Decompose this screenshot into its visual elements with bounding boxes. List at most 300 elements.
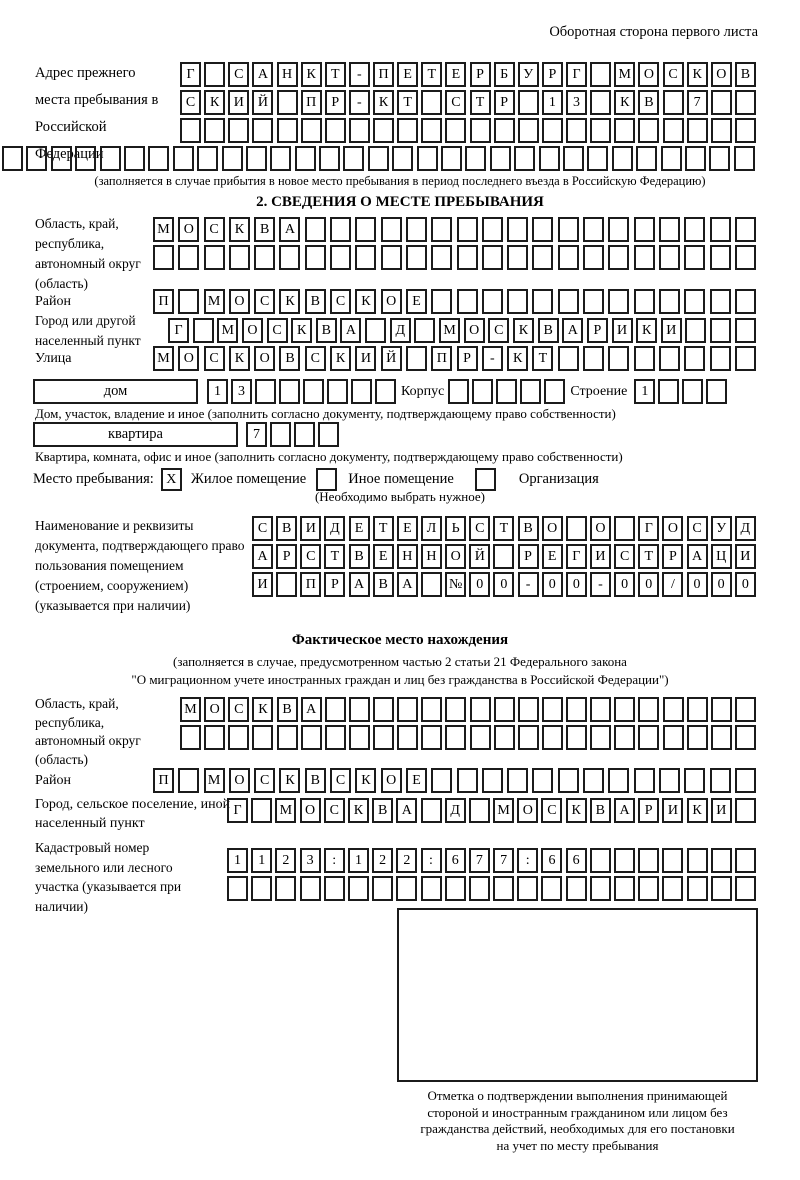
char-cell[interactable]	[397, 725, 418, 750]
char-cell[interactable]	[392, 146, 413, 171]
char-cell[interactable]	[348, 876, 369, 901]
char-cell[interactable]	[204, 245, 225, 270]
char-cell[interactable]	[406, 346, 427, 371]
char-cell[interactable]	[735, 798, 756, 823]
char-cell[interactable]	[532, 768, 553, 793]
char-cell[interactable]: Т	[470, 90, 491, 115]
char-cell[interactable]: О	[254, 346, 275, 371]
char-cell[interactable]: М	[204, 289, 225, 314]
char-cell[interactable]: С	[252, 516, 273, 541]
char-cell[interactable]	[252, 118, 273, 143]
char-cell[interactable]	[532, 217, 553, 242]
char-cell[interactable]: -	[349, 90, 370, 115]
char-cell[interactable]	[493, 544, 514, 569]
char-cell[interactable]	[710, 217, 731, 242]
char-cell[interactable]: А	[687, 544, 708, 569]
char-cell[interactable]	[482, 768, 503, 793]
char-cell[interactable]	[318, 422, 339, 447]
char-cell[interactable]	[518, 697, 539, 722]
char-cell[interactable]	[590, 90, 611, 115]
char-cell[interactable]	[734, 146, 755, 171]
char-cell[interactable]: К	[355, 289, 376, 314]
char-cell[interactable]: Г	[638, 516, 659, 541]
char-cell[interactable]: О	[242, 318, 263, 343]
char-cell[interactable]	[735, 346, 756, 371]
char-cell[interactable]	[255, 379, 276, 404]
char-cell[interactable]	[542, 725, 563, 750]
char-cell[interactable]	[2, 146, 23, 171]
char-cell[interactable]	[614, 118, 635, 143]
char-cell[interactable]: В	[279, 346, 300, 371]
char-cell[interactable]	[710, 289, 731, 314]
char-cell[interactable]	[684, 217, 705, 242]
char-cell[interactable]: Ц	[711, 544, 732, 569]
char-cell[interactable]: К	[614, 90, 635, 115]
char-cell[interactable]	[349, 697, 370, 722]
char-cell[interactable]	[542, 118, 563, 143]
char-cell[interactable]: У	[711, 516, 732, 541]
char-cell[interactable]	[566, 697, 587, 722]
char-cell[interactable]	[421, 697, 442, 722]
char-cell[interactable]	[638, 725, 659, 750]
char-cell[interactable]: Т	[373, 516, 394, 541]
char-cell[interactable]	[634, 768, 655, 793]
char-cell[interactable]: С	[204, 217, 225, 242]
char-cell[interactable]	[566, 118, 587, 143]
char-cell[interactable]: К	[301, 62, 322, 87]
char-cell[interactable]: К	[229, 217, 250, 242]
char-cell[interactable]: Р	[325, 90, 346, 115]
char-cell[interactable]	[414, 318, 435, 343]
char-cell[interactable]	[445, 118, 466, 143]
char-cell[interactable]: П	[153, 289, 174, 314]
char-cell[interactable]: П	[300, 572, 321, 597]
char-cell[interactable]	[431, 217, 452, 242]
char-cell[interactable]: К	[687, 798, 708, 823]
char-cell[interactable]: О	[711, 62, 732, 87]
char-cell[interactable]	[227, 876, 248, 901]
char-cell[interactable]: 6	[566, 848, 587, 873]
char-cell[interactable]: Е	[406, 768, 427, 793]
char-cell[interactable]	[275, 876, 296, 901]
char-cell[interactable]	[482, 289, 503, 314]
char-cell[interactable]: М	[493, 798, 514, 823]
char-cell[interactable]	[421, 725, 442, 750]
char-cell[interactable]	[270, 422, 291, 447]
char-cell[interactable]	[251, 876, 272, 901]
char-cell[interactable]: М	[614, 62, 635, 87]
char-cell[interactable]	[75, 146, 96, 171]
char-cell[interactable]: С	[300, 544, 321, 569]
char-cell[interactable]: А	[562, 318, 583, 343]
char-cell[interactable]	[710, 318, 731, 343]
char-cell[interactable]: У	[518, 62, 539, 87]
char-cell[interactable]: Н	[397, 544, 418, 569]
char-cell[interactable]	[351, 379, 372, 404]
char-cell[interactable]	[325, 697, 346, 722]
char-cell[interactable]	[558, 217, 579, 242]
char-cell[interactable]: С	[330, 289, 351, 314]
char-cell[interactable]	[542, 697, 563, 722]
char-cell[interactable]: Г	[566, 62, 587, 87]
char-cell[interactable]	[397, 118, 418, 143]
char-cell[interactable]	[583, 346, 604, 371]
char-cell[interactable]	[343, 146, 364, 171]
char-cell[interactable]: К	[291, 318, 312, 343]
char-cell[interactable]: В	[373, 572, 394, 597]
char-cell[interactable]	[457, 217, 478, 242]
char-cell[interactable]: Й	[252, 90, 273, 115]
char-cell[interactable]: Й	[381, 346, 402, 371]
char-cell[interactable]	[663, 90, 684, 115]
char-cell[interactable]	[445, 697, 466, 722]
char-cell[interactable]	[684, 245, 705, 270]
char-cell[interactable]: Т	[324, 544, 345, 569]
char-cell[interactable]	[687, 697, 708, 722]
char-cell[interactable]: А	[396, 798, 417, 823]
char-cell[interactable]	[180, 118, 201, 143]
char-cell[interactable]	[472, 379, 493, 404]
char-cell[interactable]	[279, 379, 300, 404]
char-cell[interactable]: К	[204, 90, 225, 115]
char-cell[interactable]: Г	[566, 544, 587, 569]
char-cell[interactable]	[735, 118, 756, 143]
char-cell[interactable]	[324, 876, 345, 901]
char-cell[interactable]	[687, 876, 708, 901]
char-cell[interactable]: О	[381, 289, 402, 314]
char-cell[interactable]: С	[305, 346, 326, 371]
char-cell[interactable]: Р	[276, 544, 297, 569]
char-cell[interactable]	[507, 245, 528, 270]
char-cell[interactable]: А	[349, 572, 370, 597]
char-cell[interactable]	[300, 876, 321, 901]
char-cell[interactable]	[614, 697, 635, 722]
char-cell[interactable]: П	[373, 62, 394, 87]
char-cell[interactable]: С	[228, 62, 249, 87]
char-cell[interactable]: А	[614, 798, 635, 823]
char-cell[interactable]: 0	[638, 572, 659, 597]
char-cell[interactable]: Е	[397, 62, 418, 87]
char-cell[interactable]: О	[178, 217, 199, 242]
char-cell[interactable]	[381, 245, 402, 270]
char-cell[interactable]: Р	[470, 62, 491, 87]
char-cell[interactable]	[663, 118, 684, 143]
char-cell[interactable]	[661, 146, 682, 171]
char-cell[interactable]	[355, 245, 376, 270]
char-cell[interactable]	[197, 146, 218, 171]
char-cell[interactable]	[228, 118, 249, 143]
apartment-type-box[interactable]: квартира	[33, 422, 238, 447]
char-cell[interactable]	[634, 289, 655, 314]
char-cell[interactable]: Р	[542, 62, 563, 87]
char-cell[interactable]: О	[204, 697, 225, 722]
char-cell[interactable]: С	[488, 318, 509, 343]
char-cell[interactable]: О	[229, 768, 250, 793]
char-cell[interactable]: Р	[324, 572, 345, 597]
char-cell[interactable]	[684, 346, 705, 371]
char-cell[interactable]	[518, 90, 539, 115]
char-cell[interactable]	[148, 146, 169, 171]
char-cell[interactable]	[558, 768, 579, 793]
char-cell[interactable]	[228, 725, 249, 750]
char-cell[interactable]: Е	[349, 516, 370, 541]
char-cell[interactable]	[710, 346, 731, 371]
char-cell[interactable]	[659, 768, 680, 793]
char-cell[interactable]	[469, 798, 490, 823]
char-cell[interactable]: М	[180, 697, 201, 722]
char-cell[interactable]: С	[180, 90, 201, 115]
char-cell[interactable]	[421, 118, 442, 143]
char-cell[interactable]	[517, 876, 538, 901]
char-cell[interactable]	[682, 379, 703, 404]
house-type-box[interactable]: дом	[33, 379, 198, 404]
char-cell[interactable]: А	[279, 217, 300, 242]
char-cell[interactable]: А	[301, 697, 322, 722]
char-cell[interactable]	[638, 876, 659, 901]
char-cell[interactable]: Л	[421, 516, 442, 541]
char-cell[interactable]	[518, 118, 539, 143]
char-cell[interactable]: А	[252, 544, 273, 569]
char-cell[interactable]	[583, 768, 604, 793]
char-cell[interactable]: М	[204, 768, 225, 793]
char-cell[interactable]	[558, 289, 579, 314]
char-cell[interactable]: С	[324, 798, 345, 823]
char-cell[interactable]: В	[538, 318, 559, 343]
char-cell[interactable]: Е	[397, 516, 418, 541]
char-cell[interactable]: /	[662, 572, 683, 597]
char-cell[interactable]	[494, 725, 515, 750]
char-cell[interactable]: Д	[445, 798, 466, 823]
char-cell[interactable]: Р	[494, 90, 515, 115]
char-cell[interactable]: К	[687, 62, 708, 87]
char-cell[interactable]	[470, 725, 491, 750]
char-cell[interactable]: 1	[542, 90, 563, 115]
char-cell[interactable]: 0	[566, 572, 587, 597]
char-cell[interactable]	[583, 217, 604, 242]
char-cell[interactable]	[590, 848, 611, 873]
char-cell[interactable]	[507, 768, 528, 793]
char-cell[interactable]	[507, 217, 528, 242]
char-cell[interactable]	[558, 245, 579, 270]
char-cell[interactable]	[735, 848, 756, 873]
char-cell[interactable]: А	[340, 318, 361, 343]
char-cell[interactable]: П	[301, 90, 322, 115]
char-cell[interactable]	[482, 217, 503, 242]
char-cell[interactable]	[735, 318, 756, 343]
char-cell[interactable]: И	[252, 572, 273, 597]
char-cell[interactable]	[612, 146, 633, 171]
char-cell[interactable]: И	[612, 318, 633, 343]
char-cell[interactable]	[711, 876, 732, 901]
char-cell[interactable]	[614, 516, 635, 541]
char-cell[interactable]	[251, 798, 272, 823]
char-cell[interactable]	[421, 798, 442, 823]
char-cell[interactable]: Р	[587, 318, 608, 343]
char-cell[interactable]: В	[277, 697, 298, 722]
char-cell[interactable]: 7	[246, 422, 267, 447]
char-cell[interactable]	[490, 146, 511, 171]
char-cell[interactable]: Н	[277, 62, 298, 87]
char-cell[interactable]: 3	[231, 379, 252, 404]
char-cell[interactable]	[305, 245, 326, 270]
char-cell[interactable]	[735, 289, 756, 314]
char-cell[interactable]: С	[469, 516, 490, 541]
char-cell[interactable]	[659, 245, 680, 270]
char-cell[interactable]: 2	[396, 848, 417, 873]
char-cell[interactable]: 1	[251, 848, 272, 873]
char-cell[interactable]	[710, 245, 731, 270]
char-cell[interactable]: Г	[180, 62, 201, 87]
char-cell[interactable]: 0	[614, 572, 635, 597]
char-cell[interactable]: Б	[494, 62, 515, 87]
char-cell[interactable]	[421, 572, 442, 597]
char-cell[interactable]: В	[735, 62, 756, 87]
char-cell[interactable]: :	[421, 848, 442, 873]
char-cell[interactable]	[431, 245, 452, 270]
char-cell[interactable]	[590, 62, 611, 87]
char-cell[interactable]: К	[279, 768, 300, 793]
char-cell[interactable]	[711, 725, 732, 750]
char-cell[interactable]: 1	[227, 848, 248, 873]
char-cell[interactable]: 6	[445, 848, 466, 873]
char-cell[interactable]	[563, 146, 584, 171]
char-cell[interactable]	[711, 697, 732, 722]
char-cell[interactable]: Т	[421, 62, 442, 87]
char-cell[interactable]	[590, 118, 611, 143]
char-cell[interactable]	[373, 725, 394, 750]
char-cell[interactable]	[735, 245, 756, 270]
char-cell[interactable]	[684, 289, 705, 314]
char-cell[interactable]	[305, 217, 326, 242]
char-cell[interactable]	[204, 62, 225, 87]
char-cell[interactable]	[587, 146, 608, 171]
char-cell[interactable]	[204, 118, 225, 143]
char-cell[interactable]: Т	[532, 346, 553, 371]
char-cell[interactable]	[687, 118, 708, 143]
char-cell[interactable]	[319, 146, 340, 171]
char-cell[interactable]: Т	[493, 516, 514, 541]
char-cell[interactable]: С	[445, 90, 466, 115]
char-cell[interactable]: -	[518, 572, 539, 597]
char-cell[interactable]	[246, 146, 267, 171]
char-cell[interactable]	[532, 289, 553, 314]
char-cell[interactable]: Д	[324, 516, 345, 541]
char-cell[interactable]: О	[445, 544, 466, 569]
char-cell[interactable]: :	[324, 848, 345, 873]
char-cell[interactable]	[470, 118, 491, 143]
char-cell[interactable]: 0	[711, 572, 732, 597]
char-cell[interactable]	[295, 146, 316, 171]
char-cell[interactable]	[638, 697, 659, 722]
char-cell[interactable]	[457, 768, 478, 793]
char-cell[interactable]: 1	[348, 848, 369, 873]
char-cell[interactable]	[26, 146, 47, 171]
char-cell[interactable]	[711, 848, 732, 873]
char-cell[interactable]: А	[397, 572, 418, 597]
char-cell[interactable]: К	[229, 346, 250, 371]
char-cell[interactable]: П	[153, 768, 174, 793]
char-cell[interactable]	[539, 146, 560, 171]
char-cell[interactable]: В	[590, 798, 611, 823]
char-cell[interactable]	[614, 876, 635, 901]
char-cell[interactable]	[465, 146, 486, 171]
char-cell[interactable]: Ь	[445, 516, 466, 541]
char-cell[interactable]: С	[330, 768, 351, 793]
char-cell[interactable]: О	[638, 62, 659, 87]
char-cell[interactable]	[590, 876, 611, 901]
char-cell[interactable]: 1	[634, 379, 655, 404]
char-cell[interactable]: 7	[493, 848, 514, 873]
char-cell[interactable]: К	[330, 346, 351, 371]
char-cell[interactable]: С	[541, 798, 562, 823]
char-cell[interactable]: 0	[687, 572, 708, 597]
char-cell[interactable]	[294, 422, 315, 447]
char-cell[interactable]	[204, 725, 225, 750]
char-cell[interactable]: Е	[542, 544, 563, 569]
char-cell[interactable]: К	[373, 90, 394, 115]
char-cell[interactable]: И	[590, 544, 611, 569]
char-cell[interactable]	[608, 245, 629, 270]
char-cell[interactable]	[532, 245, 553, 270]
char-cell[interactable]	[448, 379, 469, 404]
char-cell[interactable]	[710, 768, 731, 793]
char-cell[interactable]	[375, 379, 396, 404]
char-cell[interactable]	[381, 217, 402, 242]
char-cell[interactable]: 7	[469, 848, 490, 873]
char-cell[interactable]	[735, 876, 756, 901]
char-cell[interactable]	[711, 90, 732, 115]
char-cell[interactable]	[373, 118, 394, 143]
char-cell[interactable]	[178, 245, 199, 270]
char-cell[interactable]	[662, 876, 683, 901]
char-cell[interactable]	[709, 146, 730, 171]
char-cell[interactable]	[518, 725, 539, 750]
char-cell[interactable]: В	[349, 544, 370, 569]
char-cell[interactable]: С	[254, 768, 275, 793]
char-cell[interactable]	[735, 697, 756, 722]
char-cell[interactable]	[482, 245, 503, 270]
char-cell[interactable]: О	[464, 318, 485, 343]
char-cell[interactable]	[638, 848, 659, 873]
char-cell[interactable]	[301, 118, 322, 143]
char-cell[interactable]: О	[662, 516, 683, 541]
checkbox-residential[interactable]: X	[161, 468, 182, 491]
char-cell[interactable]	[662, 848, 683, 873]
char-cell[interactable]: И	[711, 798, 732, 823]
char-cell[interactable]	[153, 245, 174, 270]
char-cell[interactable]: Г	[227, 798, 248, 823]
char-cell[interactable]	[685, 318, 706, 343]
char-cell[interactable]: Н	[421, 544, 442, 569]
char-cell[interactable]: Д	[735, 516, 756, 541]
char-cell[interactable]: В	[254, 217, 275, 242]
char-cell[interactable]	[583, 289, 604, 314]
char-cell[interactable]: 0	[469, 572, 490, 597]
char-cell[interactable]	[608, 217, 629, 242]
char-cell[interactable]: В	[305, 768, 326, 793]
char-cell[interactable]	[659, 346, 680, 371]
char-cell[interactable]	[277, 90, 298, 115]
char-cell[interactable]	[301, 725, 322, 750]
char-cell[interactable]: 3	[566, 90, 587, 115]
char-cell[interactable]: Й	[469, 544, 490, 569]
char-cell[interactable]: К	[252, 697, 273, 722]
char-cell[interactable]	[365, 318, 386, 343]
char-cell[interactable]: -	[349, 62, 370, 87]
char-cell[interactable]: Т	[325, 62, 346, 87]
char-cell[interactable]	[431, 289, 452, 314]
char-cell[interactable]	[634, 346, 655, 371]
